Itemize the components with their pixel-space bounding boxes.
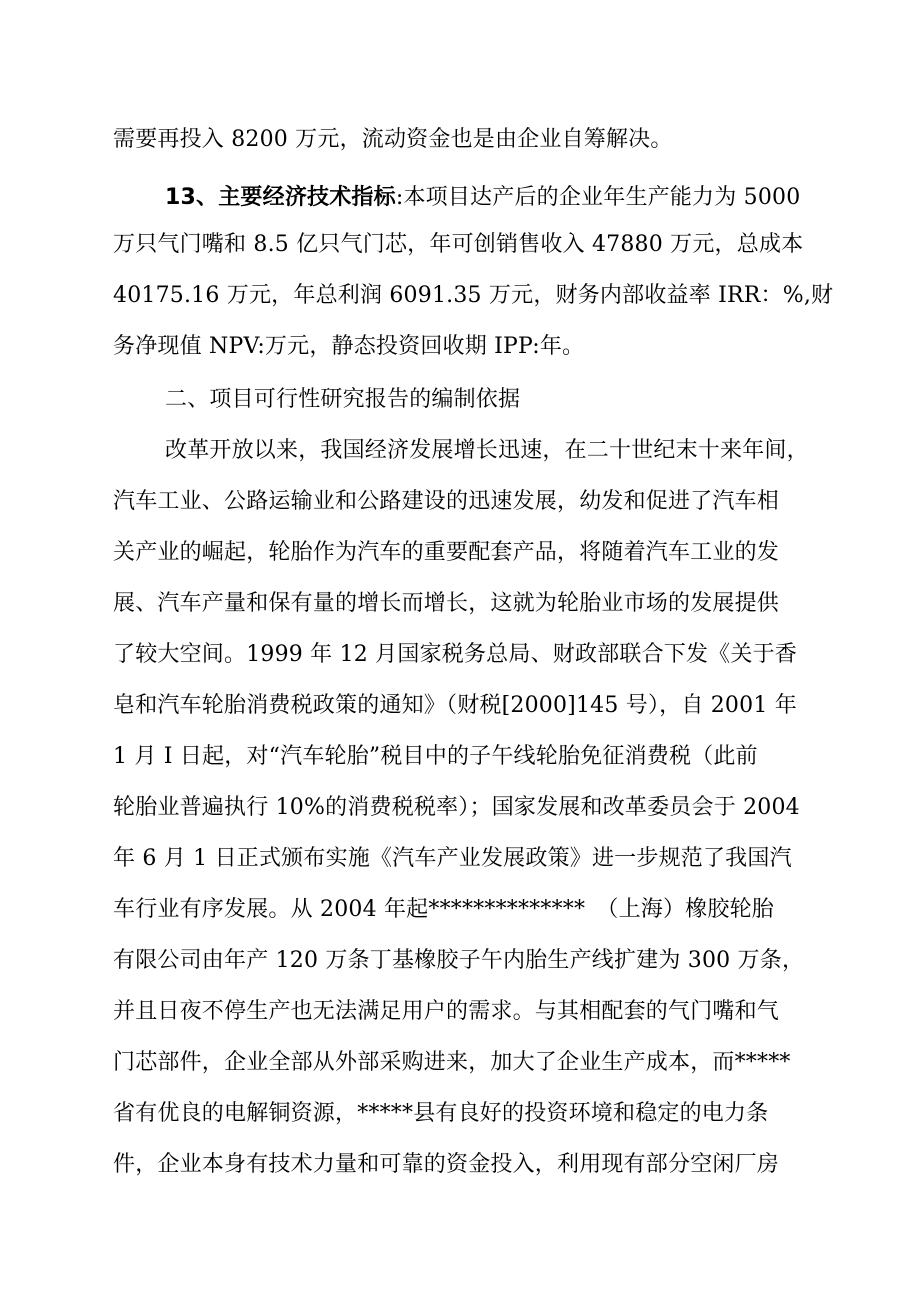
paragraph-line: 改革开放以来，我国经济发展增长迅速，在二十世纪末十来年间， <box>165 438 809 463</box>
indicator-text: :本项目达产后的企业年生产能力为 5000 <box>395 185 801 210</box>
paragraph-line: 需要再投入 8200 万元，流动资金也是由企业自筹解决。 <box>113 127 673 152</box>
paragraph-line: 门芯部件，企业全部从外部采购进来，加大了企业生产成本，而***** <box>113 1050 791 1075</box>
paragraph-line: 车行业有序发展。从 2004 年起************** （上海）橡胶轮胎 <box>113 897 774 922</box>
paragraph-line: 万只气门嘴和 8.5 亿只气门芯，年可创销售收入 47880 万元，总成本 <box>113 232 804 257</box>
paragraph-line: 皂和汽车轮胎消费税政策的通知》（财税[2000]145 号），自 2001 年 <box>113 693 797 718</box>
paragraph-line: 有限公司由年产 120 万条丁基橡胶子午内胎生产线扩建为 300 万条， <box>113 948 805 973</box>
paragraph-line: 年 6 月 1 日正式颁布实施《汽车产业发展政策》进一步规范了我国汽 <box>113 846 792 871</box>
section-heading: 二、项目可行性研究报告的编制依据 <box>165 387 521 412</box>
paragraph-line: 省有优良的电解铜资源，*****县有良好的投资环境和稳定的电力条 <box>113 1101 769 1126</box>
indicator-heading: 13、主要经济技术指标 <box>165 185 396 210</box>
paragraph-line: 展、汽车产量和保有量的增长而增长，这就为轮胎业市场的发展提供 <box>113 591 780 616</box>
paragraph-line: 汽车工业、公路运输业和公路建设的迅速发展，幼发和促进了汽车相 <box>113 489 780 514</box>
paragraph-line: 轮胎业普遍执行 10%的消费税税率）；国家发展和改革委员会于 2004 <box>113 795 800 820</box>
paragraph-line: 并且日夜不停生产也无法满足用户的需求。与其相配套的气门嘴和气 <box>113 999 780 1024</box>
paragraph-line: 1 月 I 日起，对“汽车轮胎”税目中的子午线轮胎免征消费税（此前 <box>113 744 758 769</box>
paragraph-line: 务净现值 NPV:万元，静态投资回收期 IPP:年。 <box>113 334 585 359</box>
paragraph-line: 了较大空间。1999 年 12 月国家税务总局、财政部联合下发《关于香 <box>113 642 797 667</box>
indicator-line <box>165 183 800 213</box>
paragraph-line: 件，企业本身有技术力量和可靠的资金投入，利用现有部分空闲厂房 <box>113 1152 780 1177</box>
paragraph-line: 关产业的崛起，轮胎作为汽车的重要配套产品，将随着汽车工业的发 <box>113 540 780 565</box>
paragraph-line: 40175.16 万元，年总利润 6091.35 万元，财务内部收益率 IRR：%,财 <box>113 283 834 308</box>
